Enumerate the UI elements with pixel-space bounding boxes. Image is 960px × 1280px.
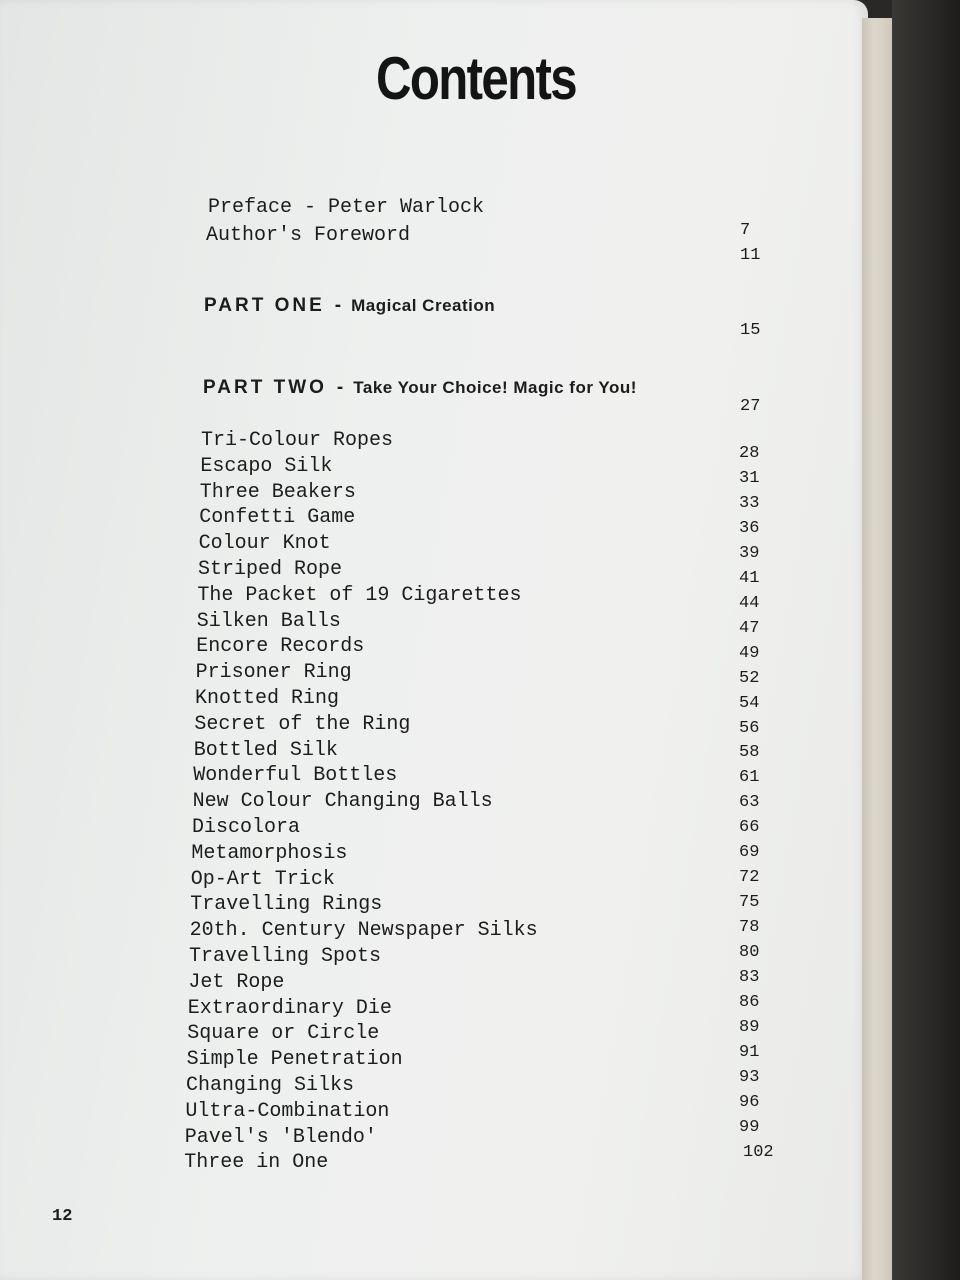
page-number: 89 [739,1017,760,1037]
page-number: 39 [739,543,760,563]
part-two-heading [203,376,637,401]
toc-entry: Discolora [192,816,301,839]
part-one-subtitle: Magical Creation [351,296,496,315]
toc-entry: Travelling Spots [189,945,382,968]
toc-entry: Changing Silks [186,1074,355,1097]
toc-entry: Extraordinary Die [187,996,392,1020]
page-number: 75 [739,893,760,913]
part-one-label: PART ONE [204,295,325,316]
toc-entry: Knotted Ring [195,687,340,710]
page-number: 36 [739,518,760,538]
toc-entry: Op-Art Trick [190,867,335,891]
page-number: 96 [739,1092,760,1112]
toc-entry: Escapo Silk [200,454,333,478]
toc-entry: The Packet of 19 Cigarettes [197,583,522,607]
toc-entry: Pavel's 'Blendo' [184,1125,377,1149]
toc-entry: Three in One [184,1151,329,1175]
page-number: 41 [739,568,760,588]
toc-entry: Three Beakers [199,480,356,504]
page-gutter [862,18,892,1280]
toc-entry-foreword: Author's Foreword [206,224,411,247]
page-number: 52 [739,668,760,688]
page-number: 78 [739,918,760,937]
toc-entry-preface: Preface - Peter Warlock [208,196,485,219]
toc-entry: 20th. Century Newspaper Silks [189,919,538,943]
page-number: 56 [739,718,760,738]
page-number-foreword: 11 [740,246,761,265]
toc-entry: Travelling Rings [190,893,383,917]
book-cover-edge [892,0,960,1280]
page-number: 69 [739,843,760,863]
page-number: 72 [739,868,760,888]
page-number: 93 [739,1067,760,1087]
page-number: 91 [739,1042,760,1062]
part-two-label: PART TWO [203,377,327,398]
page-number: 31 [739,468,760,488]
page-number-part-one: 15 [740,321,761,340]
page-number: 28 [739,444,760,463]
toc-entry: New Colour Changing Balls [192,790,493,814]
toc-entry: Ultra-Combination [185,1099,390,1123]
part-one-heading [204,294,495,319]
toc-entry: Confetti Game [199,506,356,530]
page-number: 49 [739,643,760,663]
part-one-dash: - [334,295,342,316]
page-number: 58 [739,743,760,763]
page-number: 54 [739,693,760,713]
page-number: 66 [739,818,760,838]
page-number: 86 [739,992,760,1012]
toc-entry: Metamorphosis [191,841,348,865]
toc-entry: Simple Penetration [186,1048,403,1072]
page-number: 33 [739,493,760,513]
page-number: 99 [739,1117,760,1137]
toc-entry: Secret of the Ring [194,712,411,736]
toc-entry: Encore Records [196,635,365,659]
page-number: 44 [739,593,760,613]
page-number: 80 [739,943,760,962]
page-number-part-two: 27 [740,397,761,416]
page-number: 102 [743,1142,774,1162]
page-title: Contents [375,45,577,112]
toc-entry: Bottled Silk [193,738,338,762]
toc-entry: Colour Knot [198,532,331,556]
toc-entry: Jet Rope [188,970,285,994]
page-number: 83 [739,967,760,987]
toc-entry: Wonderful Bottles [193,764,398,788]
toc-entry: Tri-Colour Ropes [201,429,394,452]
part-two-dash: - [336,377,344,398]
toc-entry: Silken Balls [196,609,341,633]
page-number: 61 [739,768,760,788]
page-number: 47 [739,618,760,638]
page-number-preface: 7 [740,221,751,240]
page-number: 63 [739,793,760,813]
page-folio: 12 [52,1207,73,1226]
part-two-subtitle: Take Your Choice! Magic for You! [353,378,637,397]
toc-entry: Striped Rope [198,558,343,581]
toc-entry: Prisoner Ring [195,661,352,685]
toc-entry: Square or Circle [187,1022,380,1046]
